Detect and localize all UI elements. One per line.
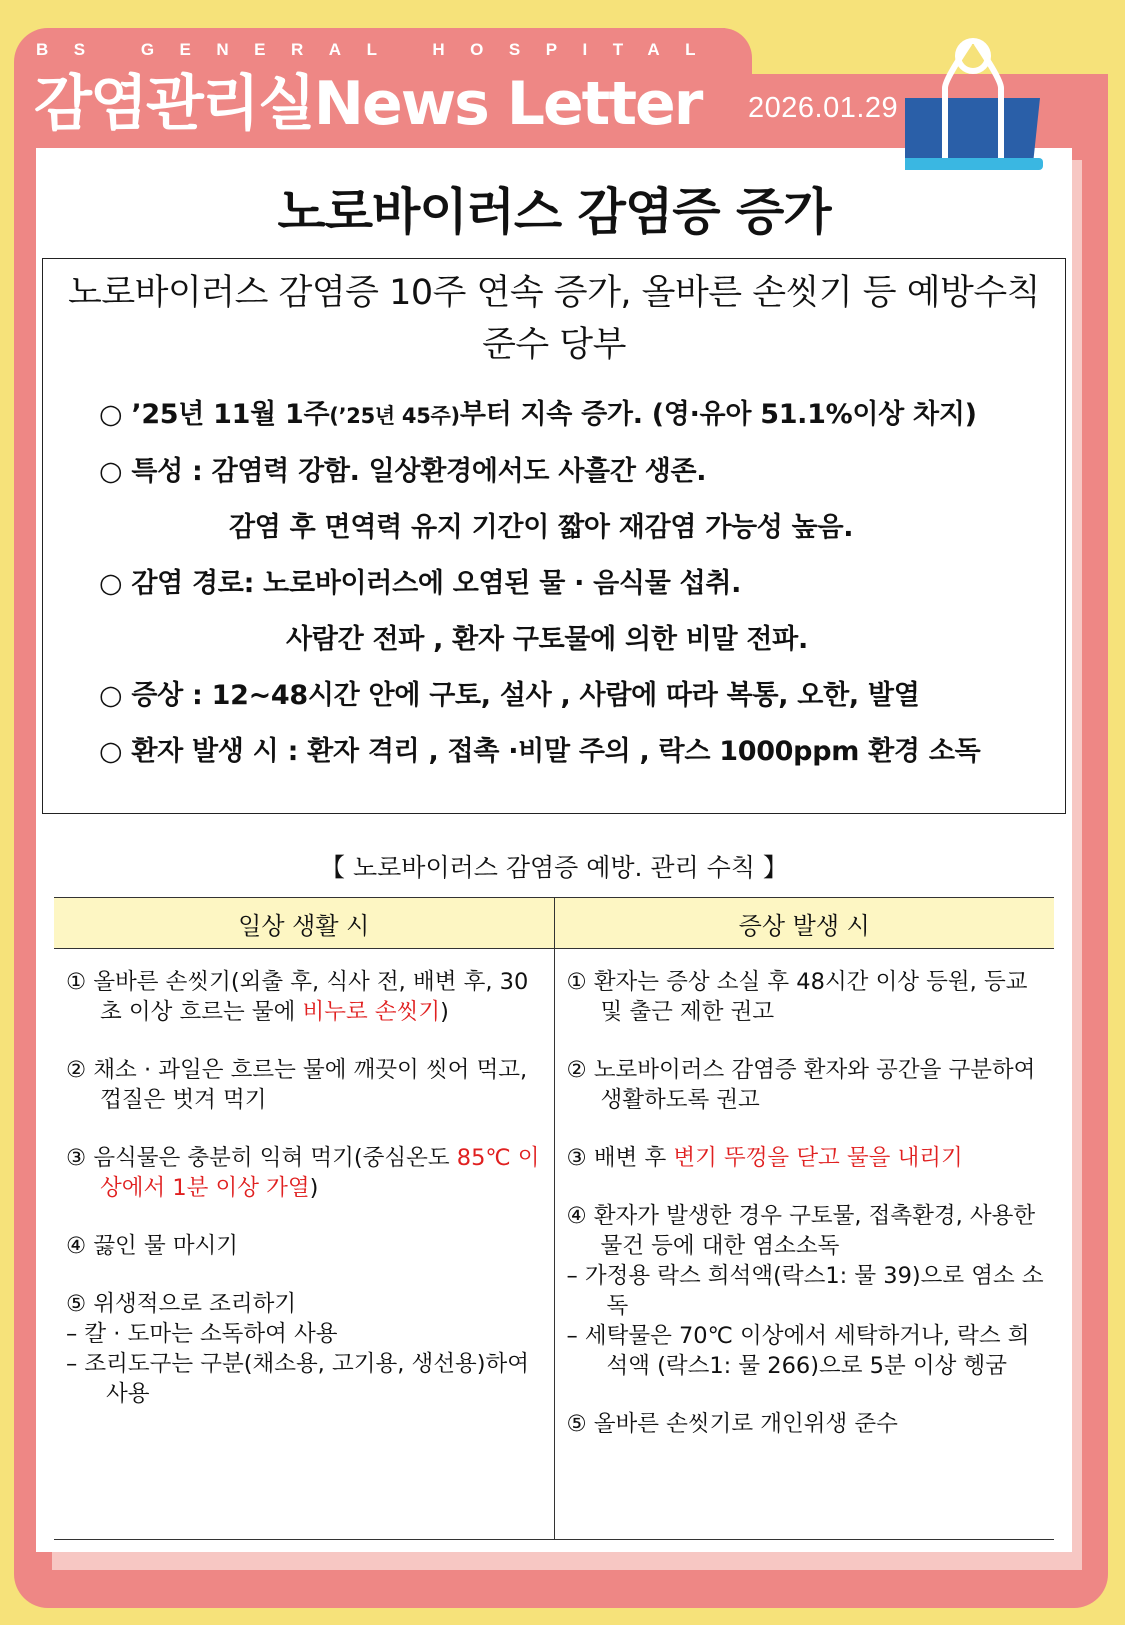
issue-date: 2026.01.29 [748,92,899,124]
bullet-trend [99,387,1049,444]
daily-rule-5-sub-1: – 칼 · 도마는 소독하여 사용 [66,1321,338,1347]
col-header-symptom: 증상 발생 시 [554,898,1054,949]
subtitle-line-2: 준수 당부 [482,325,626,365]
subtitle-line-1: 노로바이러스 감염증 10주 연속 증가, 올바른 손씻기 등 예방수칙 [68,273,1040,313]
daily-rule-5-sub-2: – 조리도구는 구분(채소용, 고기용, 생선용)하여 사용 [66,1351,529,1407]
bullet-symptoms: ○ 증상 : 12~48시간 안에 구토, 설사 , 사람에 따라 복통, 오한, 발열 [99,680,920,711]
bullet-trend-main: ○ ’25년 11월 1주 [99,399,330,430]
rules-header-row [54,898,1054,949]
symptom-rules-cell [554,949,1054,1540]
bullet-characteristics-cont: 감염 후 면역력 유지 기간이 짧아 재감염 가능성 높음. [229,512,854,543]
daily-rules-cell [54,949,554,1540]
rules-table [54,897,1054,1540]
symptom-rule-4-sub-2: – 세탁물은 70℃ 이상에서 세탁하거나, 락스 희석액 (락스1: 물 266)으로 5분 이상 헹굼 [566,1323,1030,1379]
summary-box [42,258,1066,814]
daily-rule-3-text: ③ 음식물은 충분히 익혀 먹기(중심온도 [66,1145,457,1171]
daily-rule-1-highlight: 비누로 손씻기 [302,999,441,1025]
col-header-daily: 일상 생활 시 [54,898,554,949]
summary-bullets [99,387,1049,780]
symptom-rule-4 [567,1201,1045,1381]
newsletter-title: 감염관리실News Letter [34,69,702,139]
daily-rule-3-highlight: 85℃ 이상에서 1분 이상 가열 [100,1145,540,1201]
daily-rule-1 [66,967,544,1027]
daily-rule-3 [66,1143,544,1203]
symptom-rule-1-text: ① 환자는 증상 소실 후 48시간 이상 등원, 등교 및 출근 제한 권고 [566,969,1028,1025]
binder-clip-icon [905,36,1055,186]
bullet-route-cont: 사람간 전파 , 환자 구토물에 의한 비말 전파. [286,624,808,655]
main-headline: 노로바이러스 감염증 증가 [277,183,831,241]
symptom-rule-3-highlight: 변기 뚜껑을 닫고 물을 내리기 [673,1145,963,1171]
daily-rule-1-text: ① 올바른 손씻기(외출 후, 식사 전, 배변 후, 30초 이상 흐르는 물에 [66,969,529,1025]
symptom-rule-5-text: ⑤ 올바른 손씻기로 개인위생 준수 [566,1411,898,1437]
bullet-trend-week: (’25년 45주) [329,404,460,428]
daily-rule-2-text: ② 채소 · 과일은 흐르는 물에 깨끗이 씻어 먹고, 껍질은 벗겨 먹기 [66,1057,528,1113]
daily-rule-2 [66,1055,544,1115]
summary-subtitle [43,267,1065,371]
bullet-patient: ○ 환자 발생 시 : 환자 격리 , 접촉 ·비말 주의 , 락스 1000ppm 환경 소독 [99,736,981,767]
rules-title: 【 노로바이러스 감염증 예방. 관리 수칙 】 [320,853,788,882]
daily-rule-1-end: ) [440,999,449,1025]
symptom-rule-3-text: ③ 배변 후 [566,1145,674,1171]
hospital-brand: BS GENERAL HOSPITAL [36,40,722,59]
daily-rule-5 [66,1289,544,1409]
bullet-characteristics: ○ 특성 : 감염력 강함. 일상환경에서도 사흘간 생존. [99,456,707,487]
daily-rule-4-text: ④ 끓인 물 마시기 [66,1233,239,1259]
symptom-rule-4-sub-1: – 가정용 락스 희석액(락스1: 물 39)으로 염소 소독 [566,1263,1044,1319]
symptom-rule-5 [567,1409,1045,1439]
symptom-rule-3 [567,1143,1045,1173]
symptom-rule-4-text: ④ 환자가 발생한 경우 구토물, 접촉환경, 사용한 물건 등에 대한 염소소독 [566,1203,1036,1259]
symptom-rule-2 [567,1055,1045,1115]
daily-rule-4 [66,1231,544,1261]
symptom-rule-1 [567,967,1045,1027]
daily-rule-5-text: ⑤ 위생적으로 조리하기 [66,1291,297,1317]
daily-rule-3-end: ) [309,1175,319,1201]
bullet-trend-rest: 부터 지속 증가. (영·유아 51.1%이상 차지) [459,399,977,430]
symptom-rule-2-text: ② 노로바이러스 감염증 환자와 공간을 구분하여 생활하도록 권고 [566,1057,1036,1113]
rules-body-row [54,949,1054,1540]
bullet-route: ○ 감염 경로: 노로바이러스에 오염된 물 · 음식물 섭취. [99,568,742,599]
